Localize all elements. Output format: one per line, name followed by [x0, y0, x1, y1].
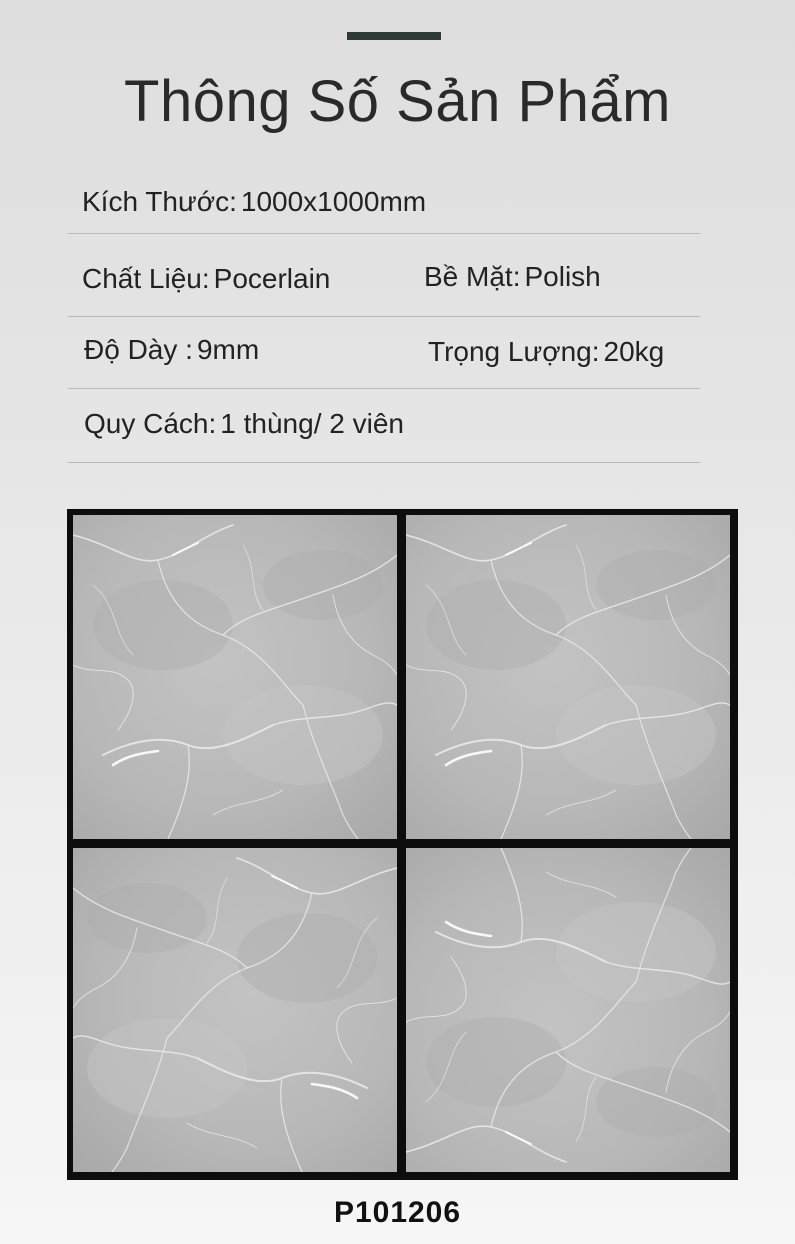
page-title: Thông Số Sản Phẩm — [124, 69, 671, 134]
spec-weight-label: Trọng Lượng: — [428, 336, 600, 367]
tile-bottom-left — [73, 848, 397, 1172]
tile-preview-grid — [67, 509, 738, 1180]
spec-thickness — [84, 334, 259, 366]
marble-texture-image — [406, 848, 730, 1172]
spec-surface — [424, 261, 601, 293]
marble-texture-image — [73, 848, 397, 1172]
spec-material-label: Chất Liệu: — [82, 263, 210, 294]
title-accent-bar — [347, 32, 441, 40]
tile-top-right — [406, 515, 730, 839]
spec-material — [82, 263, 330, 295]
spec-size — [82, 186, 426, 218]
spec-packing-label: Quy Cách: — [84, 408, 217, 439]
spec-weight-value: 20kg — [603, 336, 665, 367]
product-code: P101206 — [333, 1196, 462, 1229]
spec-thickness-label: Độ Dày : — [84, 334, 193, 365]
spec-row-thickness-weight — [68, 316, 700, 389]
marble-texture-image — [73, 515, 397, 839]
tile-bottom-right — [406, 848, 730, 1172]
spec-size-value: 1000x1000mm — [240, 186, 427, 217]
spec-surface-value: Polish — [524, 261, 601, 292]
marble-texture-image — [406, 515, 730, 839]
spec-row-size — [68, 166, 700, 234]
spec-size-label: Kích Thước: — [82, 186, 237, 217]
spec-surface-label: Bề Mặt: — [424, 261, 521, 292]
spec-thickness-value: 9mm — [196, 334, 260, 365]
spec-packing-value: 1 thùng/ 2 viên — [220, 408, 404, 439]
spec-packing — [84, 408, 404, 440]
spec-weight — [428, 336, 664, 368]
spec-material-value: Pocerlain — [213, 263, 331, 294]
tile-top-left — [73, 515, 397, 839]
spec-row-packing — [68, 388, 700, 463]
spec-row-material-surface — [68, 233, 700, 317]
